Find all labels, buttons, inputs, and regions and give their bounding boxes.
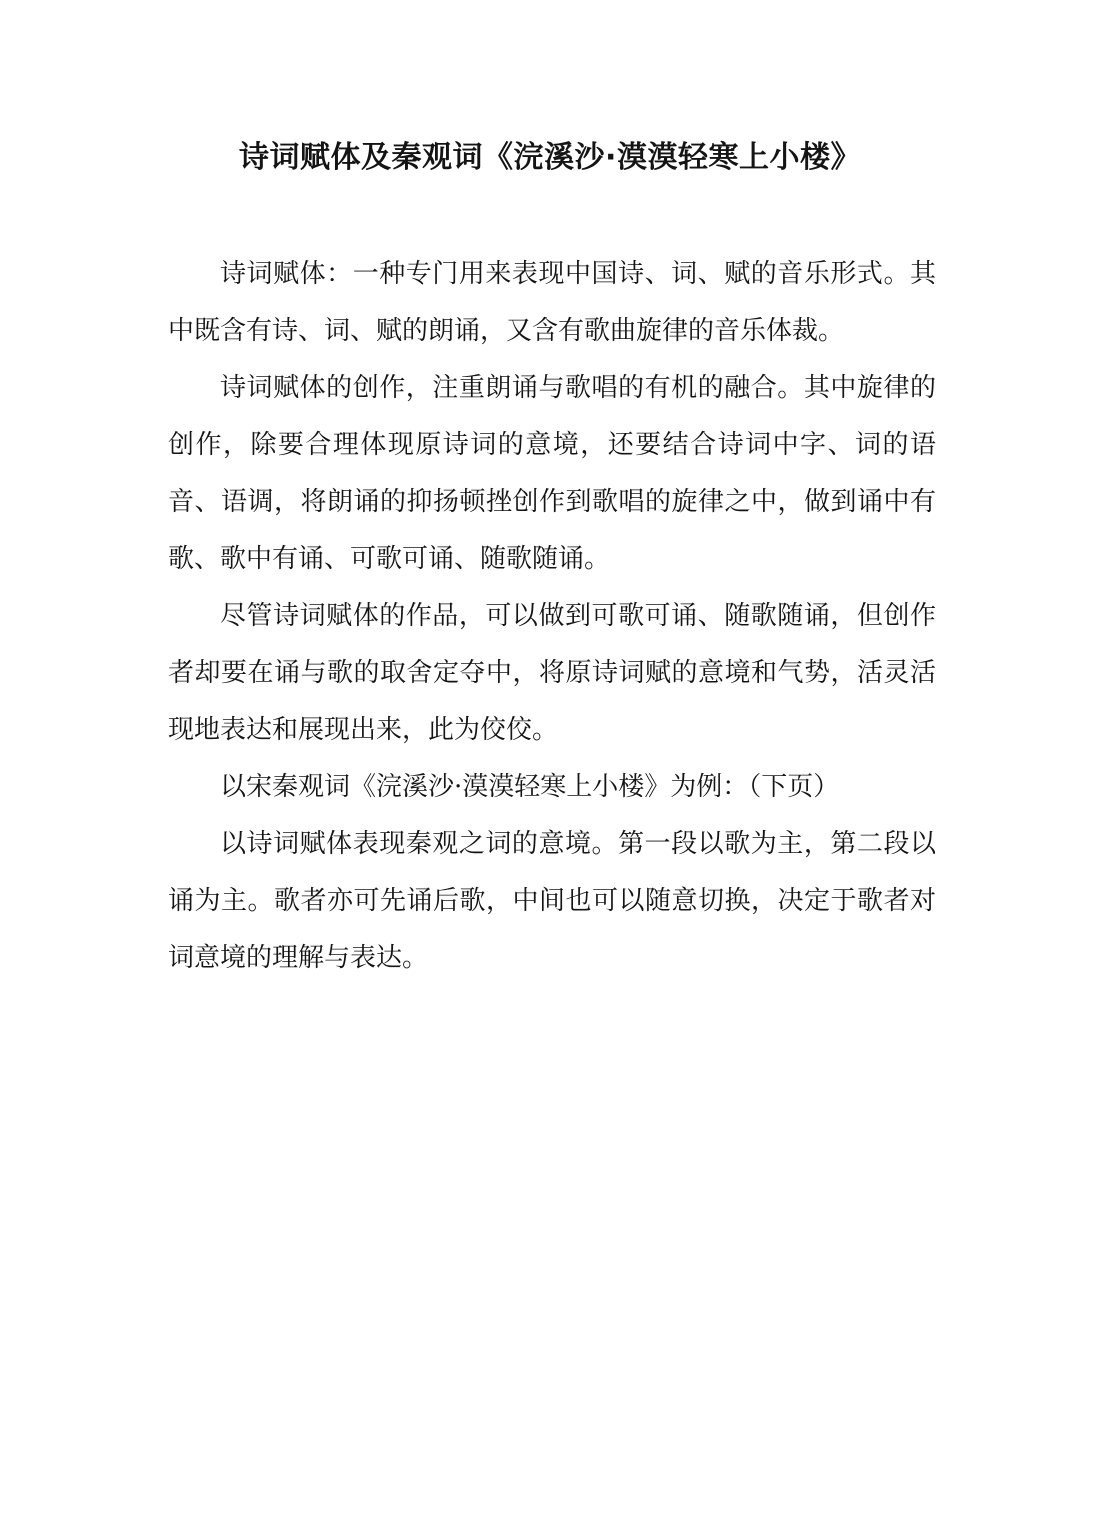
paragraph-2: 诗词赋体的创作，注重朗诵与歌唱的有机的融合。其中旋律的创作，除要合理体现原诗词的意境，还要结合诗词中字、词的语音、语调，将朗诵的抑扬顿挫创作到歌唱的旋律之中，做到诵中有歌、歌中有诵、可歌可诵、随歌随诵。 xyxy=(168,373,936,574)
paragraph-4: 以宋秦观词《浣溪沙·漠漠轻寒上小楼》为例：（下页） xyxy=(220,772,840,802)
document-title: 诗词赋体及秦观词《浣溪沙·漠漠轻寒上小楼》 xyxy=(239,140,861,175)
paragraph-3: 尽管诗词赋体的作品，可以做到可歌可诵、随歌随诵，但创作者却要在诵与歌的取舍定夺中，将原诗词赋的意境和气势，活灵活现地表达和展现出来，此为佼佼。 xyxy=(168,601,936,745)
document-body xyxy=(168,246,936,987)
paragraph-1: 诗词赋体：一种专门用来表现中国诗、词、赋的音乐形式。其中既含有诗、词、赋的朗诵，又含有歌曲旋律的音乐体裁。 xyxy=(168,259,936,346)
paragraph-5: 以诗词赋体表现秦观之词的意境。第一段以歌为主，第二段以诵为主。歌者亦可先诵后歌，中间也可以随意切换，决定于歌者对词意境的理解与表达。 xyxy=(168,829,936,973)
